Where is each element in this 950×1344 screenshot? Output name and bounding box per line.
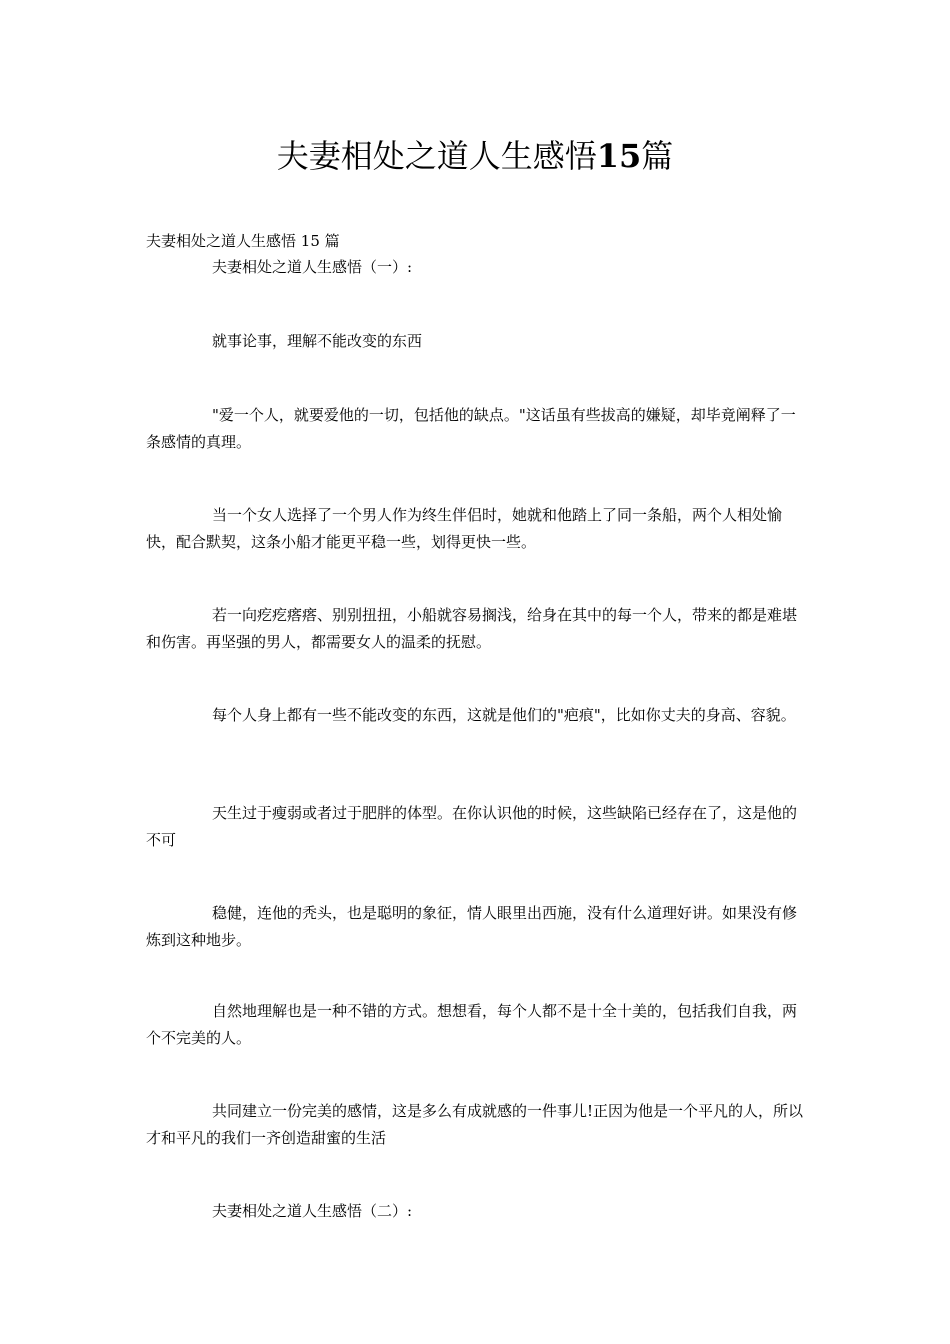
paragraph: 当一个女人选择了一个男人作为终生伴侣时，她就和他踏上了同一条船，两个人相处愉快，配合默契，这条小船才能更平稳一些，划得更快一些。 xyxy=(146,506,783,551)
title-suffix: 篇 xyxy=(641,137,674,175)
document-title xyxy=(0,132,950,180)
paragraph: 稳健，连他的秃头，也是聪明的象征，情人眼里出西施，没有什么道理好讲。如果没有修炼到这种地步。 xyxy=(146,904,798,949)
title-number: 15 xyxy=(596,137,642,175)
paragraph: 共同建立一份完美的感情，这是多么有成就感的一件事儿!正因为他是一个平凡的人，所以才和平凡的我们一齐创造甜蜜的生活 xyxy=(146,1102,804,1147)
paragraph: "爱一个人，就要爱他的一切，包括他的缺点。"这话虽有些拔高的嫌疑，却毕竟阐释了一条感情的真理。 xyxy=(146,406,796,451)
document-subtitle: 夫妻相处之道人生感悟 15 篇 xyxy=(146,232,340,250)
paragraph: 天生过于瘦弱或者过于肥胖的体型。在你认识他的时候，这些缺陷已经存在了，这是他的不可 xyxy=(146,804,798,849)
paragraph: 若一向疙疙瘩瘩、别别扭扭，小船就容易搁浅，给身在其中的每一个人，带来的都是难堪和伤害。再坚强的男人，都需要女人的温柔的抚慰。 xyxy=(146,606,798,651)
paragraph: 每个人身上都有一些不能改变的东西，这就是他们的"疤痕"，比如你丈夫的身高、容貌。 xyxy=(212,706,796,724)
section-heading-1: 夫妻相处之道人生感悟（一）: xyxy=(212,258,413,276)
paragraph: 就事论事，理解不能改变的东西 xyxy=(212,332,423,350)
section-heading-2: 夫妻相处之道人生感悟（二）: xyxy=(212,1202,413,1220)
title-text: 夫妻相处之道人生感悟 xyxy=(276,137,597,175)
paragraph: 自然地理解也是一种不错的方式。想想看，每个人都不是十全十美的，包括我们自我，两个不完美的人。 xyxy=(146,1002,798,1047)
